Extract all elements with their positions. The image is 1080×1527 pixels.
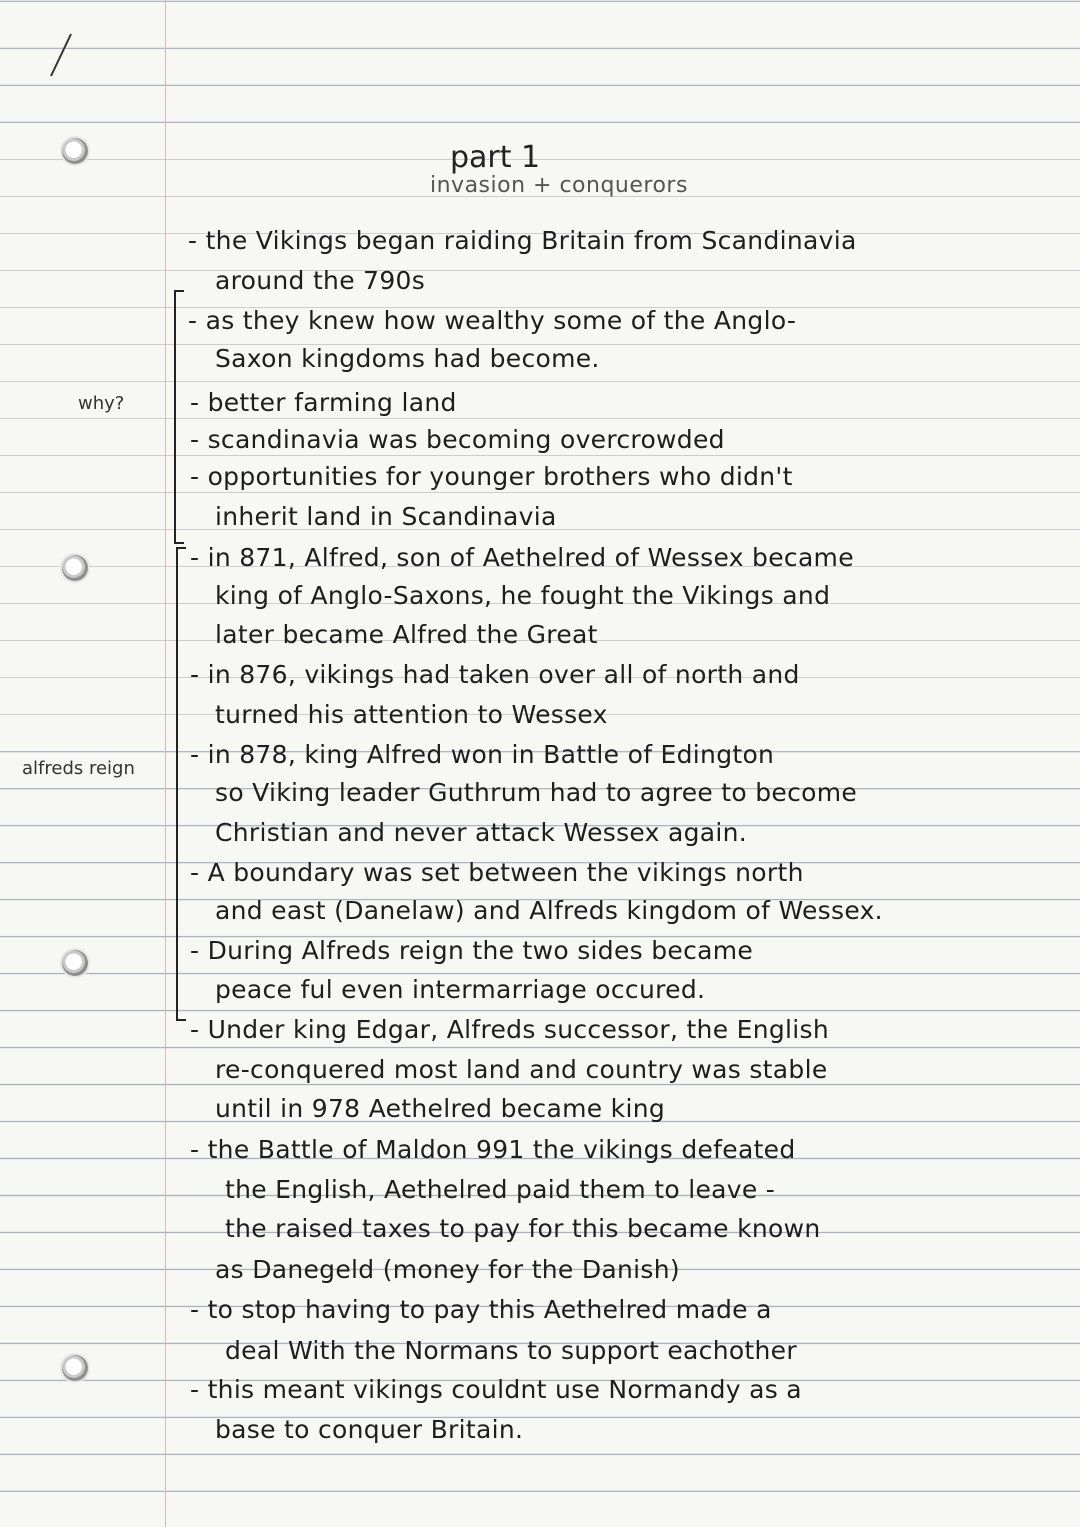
note-line: - this meant vikings couldnt use Normandy as a [190, 1375, 802, 1404]
bracket-why [174, 290, 184, 544]
note-line: - A boundary was set between the vikings north [190, 858, 804, 887]
note-line: - the Battle of Maldon 991 the vikings defeated [190, 1135, 796, 1164]
note-line: - Under king Edgar, Alfreds successor, the English [190, 1015, 829, 1044]
binder-hole [62, 1355, 88, 1381]
note-line: - to stop having to pay this Aethelred made a [190, 1295, 772, 1324]
binder-hole [62, 950, 88, 976]
note-line: and east (Danelaw) and Alfreds kingdom of Wessex. [215, 896, 883, 925]
bracket-alfreds-reign [176, 547, 186, 1021]
note-line: as Danegeld (money for the Danish) [215, 1255, 680, 1284]
note-line: until in 978 Aethelred became king [215, 1094, 666, 1123]
note-line: - in 878, king Alfred won in Battle of Edington [190, 740, 775, 769]
note-line: - During Alfreds reign the two sides became [190, 936, 754, 965]
note-line: turned his attention to Wessex [215, 700, 608, 729]
note-line: - as they knew how wealthy some of the Anglo- [188, 306, 797, 335]
note-line: - better farming land [190, 388, 457, 417]
margin-line [165, 0, 166, 1527]
page-subtitle: invasion + conquerors [430, 173, 688, 198]
note-line: peace ful even intermarriage occured. [215, 975, 706, 1004]
note-line: king of Anglo-Saxons, he fought the Vikings and [215, 581, 831, 610]
note-line: the English, Aethelred paid them to leave - [225, 1175, 776, 1204]
note-line: around the 790s [215, 266, 426, 295]
note-line: the raised taxes to pay for this became known [225, 1214, 821, 1243]
note-line: Christian and never attack Wessex again. [215, 818, 748, 847]
note-line: base to conquer Britain. [215, 1415, 524, 1444]
note-line: deal With the Normans to support eachother [225, 1336, 797, 1365]
note-line: Saxon kingdoms had become. [215, 344, 600, 373]
note-line: - in 871, Alfred, son of Aethelred of Wessex became [190, 543, 854, 572]
note-line: re-conquered most land and country was stable [215, 1055, 828, 1084]
heading [430, 140, 730, 198]
note-line: inherit land in Scandinavia [215, 502, 557, 531]
note-line: so Viking leader Guthrum had to agree to become [215, 778, 858, 807]
note-line: - in 876, vikings had taken over all of north and [190, 660, 800, 689]
note-line: later became Alfred the Great [215, 620, 598, 649]
margin-label-why: why? [78, 393, 125, 414]
pen-mark [45, 30, 75, 80]
note-line: - opportunities for younger brothers who didn't [190, 462, 793, 491]
binder-hole [62, 138, 88, 164]
margin-label-alfreds-reign: alfreds reign [22, 758, 135, 779]
note-line: - scandinavia was becoming overcrowded [190, 425, 725, 454]
note-line: - the Vikings began raiding Britain from Scandinavia [188, 226, 857, 255]
binder-hole [62, 555, 88, 581]
page-title: part 1 [450, 140, 541, 175]
